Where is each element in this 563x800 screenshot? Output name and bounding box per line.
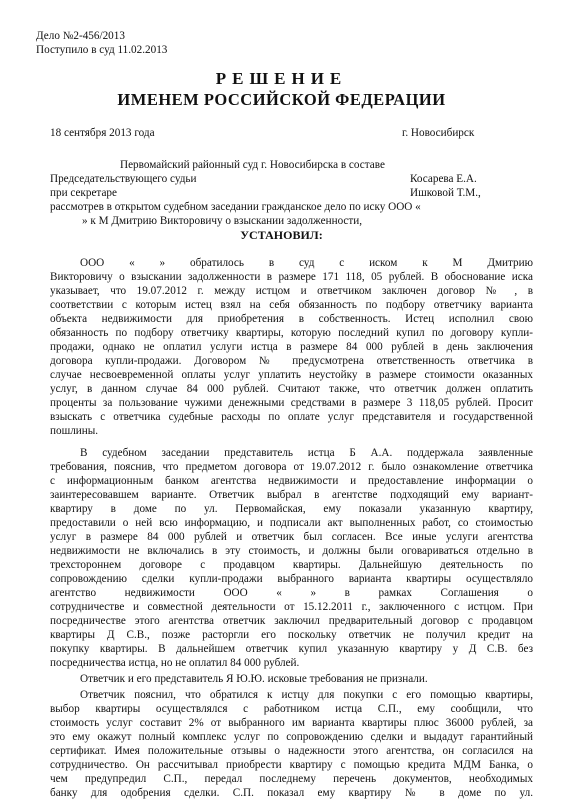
paragraph-4-line: это ему окажут полный комплекс услуг по сопровождению сделки и выдадут гарантийный	[50, 731, 533, 743]
paragraph-4-line: сотрудничество. Он рассчитывал приобрести квартиру с помощью кредита МДМ Банка, о	[50, 759, 533, 771]
established-heading: УСТАНОВИЛ:	[240, 228, 323, 242]
paragraph-2-line: заинтересовавшем варианте. Ответчик выбрал в агентстве подходящий ему вариант-	[50, 489, 533, 501]
case-number: Дело №2-456/2013	[36, 30, 125, 42]
decision-subtitle: ИМЕНЕМ РОССИЙСКОЙ ФЕДЕРАЦИИ	[117, 90, 446, 109]
paragraph-2-line: с информационным банком агентства недвижимости и предоставление информации о	[50, 475, 533, 487]
paragraph-2-line: квартиру в доме по ул. Первомайская, ему показали указанную квартиру,	[50, 503, 533, 515]
paragraph-4-line: выбор квартиры осуществлялся с работником истца С.П., ему сообщили, что	[50, 703, 533, 715]
paragraph-1-line: договора купли-продажи. Договором № предусмотрена ответственность ответчика в	[50, 355, 533, 367]
paragraph-1-line: пошлины.	[50, 425, 99, 437]
decision-title: РЕШЕНИЕ	[215, 69, 348, 88]
paragraph-4-line: чем предупредил С.П., передал последнему перечень документов, необходимых	[50, 773, 533, 785]
court-composition: Первомайский районный суд г. Новосибирска в составе	[120, 159, 385, 171]
paragraph-4-line: сертификат. Имея положительные отзывы о надежности этого агентства, он согласился на	[50, 745, 533, 757]
secretary-name: Ишковой Т.М.,	[410, 187, 481, 199]
paragraph-3: Ответчик и его представитель Я Ю.Ю. исковые требования не признали.	[80, 673, 428, 685]
judge-name: Косарева Е.А.	[410, 173, 477, 185]
paragraph-2-line: В судебном заседании представитель истца Б А.А. поддержала заявленные	[80, 447, 533, 459]
paragraph-2-line: посредничестве этого агентства ответчик заключил предварительный договор с продавцом	[50, 615, 533, 627]
received-date: Поступило в суд 11.02.2013	[36, 44, 168, 56]
judge-label: Председательствующего судьи	[50, 173, 197, 185]
paragraph-4-line: банку для одобрения сделки. С.П. показал ему квартиру № в доме по ул.	[50, 787, 533, 799]
paragraph-1-line: соответствии с которым истец взял на себя обязанность по подбору ответчику варианта	[50, 299, 533, 311]
paragraph-1-line: случае несвоевременной оплаты услуг уплатить неустойку в размере стоимости оказанных	[50, 369, 533, 381]
paragraph-2-line: сопровождению сделки купли-продажи выбранного варианта квартиры осуществляло	[50, 573, 533, 585]
decision-city: г. Новосибирск	[402, 127, 475, 139]
paragraph-2-line: посредничества истца, но не оплатил 84 000 рублей.	[50, 657, 300, 669]
paragraph-1-line: продажи, однако не оплатил услуги истца в размере 84 000 рублей в день заключения	[50, 341, 533, 353]
paragraph-1-line: объекта недвижимости для приобретения в собственность. Истец исполнил свою	[50, 313, 533, 325]
paragraph-4-line: Ответчик пояснил, что обратился к истцу для покупки с его помощью квартиры,	[80, 689, 533, 701]
decision-date: 18 сентября 2013 года	[50, 127, 155, 139]
paragraph-2-line: квартиры Д С.В., позже расторгли его поскольку ответчик не получил кредит на	[50, 629, 533, 641]
paragraph-2-line: требования, пояснив, что предметом договора от 19.07.2012 г. было ознакомление ответчика	[50, 461, 533, 473]
paragraph-2-line: сотрудничестве и совместной деятельности от 15.12.2011 г., заключенного с истцом. При	[50, 601, 533, 613]
paragraph-1-line: обязанность по подбору ответчику квартиры, которую последний купил по договору купли-	[50, 327, 533, 339]
paragraph-2-line: агентство недвижимости ООО « » в рамках Соглашения о	[50, 587, 533, 599]
paragraph-1-line: проценты за пользование чужими денежными средствами в размере 3 118,05 рублей. Просит	[50, 397, 533, 409]
paragraph-2-line: услуг в размере 84 000 рублей и ответчик был согласен. Все иные услуги агентства	[50, 531, 533, 543]
paragraph-1-line: услуг, в данном случае 84 000 рублей. Считают также, что ответчик должен оплатить	[50, 383, 533, 395]
paragraph-2-line: предоставили о ней всю информацию, и подписали акт выполненных работ, со стоимостью	[50, 517, 533, 529]
paragraph-2-line: покупку квартиры. В дальнейшем ответчик купил указанную квартиру у Д С.В. без	[50, 643, 533, 655]
paragraph-2-line: недвижимости не включались в эту стоимость, и должны были оговариваться отдельно в	[50, 545, 533, 557]
paragraph-4-line: стоимость услуг составит 2% от выбранного им варианта квартиры плюс 36000 рублей, за	[50, 717, 533, 729]
secretary-label: при секретаре	[50, 187, 117, 199]
intro-line-4: рассмотрев в открытом судебном заседании гражданское дело по иску ООО «	[50, 201, 421, 213]
paragraph-2-line: трехстороннем договоре с продавцом квартиры. Дальнейшую деятельность по	[50, 559, 533, 571]
intro-line-5: » к М Дмитрию Викторовичу о взыскании задолженности,	[82, 215, 363, 227]
paragraph-1-line: ООО « » обратилось в суд с иском к М Дмитрию	[80, 257, 533, 269]
paragraph-1-line: Викторовичу о взыскании задолженности в размере 171 118, 05 рублей. В обоснование иска	[50, 271, 533, 283]
paragraph-1-line: указывает, что 19.07.2012 г. между истцом и ответчиком заключен договор № , в	[50, 285, 533, 297]
paragraph-1-line: взыскать с ответчика судебные расходы по оплате услуг представителя и государственной	[50, 411, 533, 423]
